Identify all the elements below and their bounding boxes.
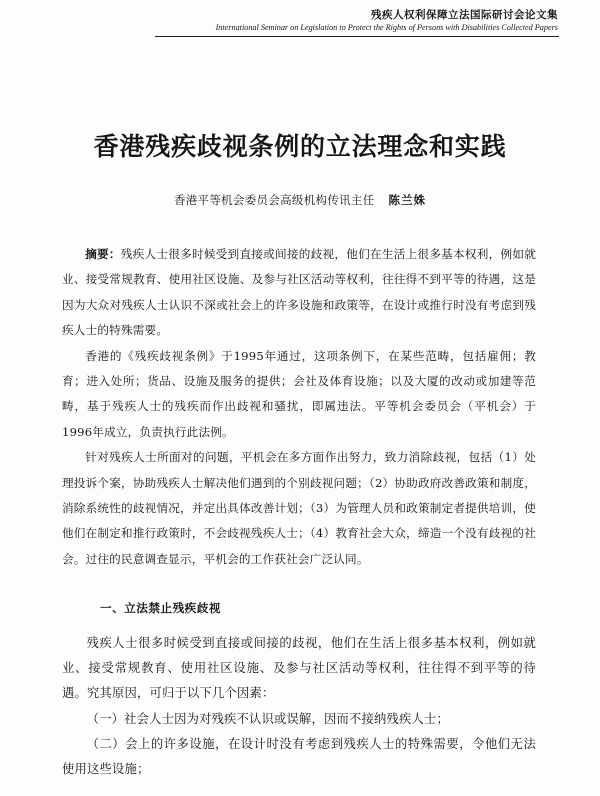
- author-name: 陈兰姝: [388, 193, 427, 207]
- author-byline: [0, 192, 600, 208]
- running-header-chinese: 残疾人权利保障立法国际研讨会论文集: [371, 9, 558, 21]
- abstract-paragraph: 针对残疾人士所面对的问题，平机会在多方面作出努力，致力消除歧视，包括（1）处理投诉个案，协助残疾人士解决他们遇到的个别歧视问题；（2）协助政府改善政策和制度，消除系统性的歧视情况，并定出具体改善计划；（3）为管理人员和政策制定者提供培训，使他们在制定和推行政策时，不会歧视残疾人士；（4）教育社会大众，缔造一个没有歧视的社会。过往的民意调查显示，平机会的工作获社会广泛认同。: [62, 450, 536, 566]
- abstract-paragraph: 香港的《残疾歧视条例》于1995年通过，这项条例下，在某些范畴，包括雇佣；教育；进入处所；货品、设施及服务的提供；会社及体育设施；以及大厦的改动或加建等范畴，基于残疾人士的残疾而作出歧视和骚扰，即属违法。平等机会委员会（平机会）于1996年成立，负责执行此法例。: [62, 348, 536, 439]
- list-item: （二）会上的许多设施，在设计时没有考虑到残疾人士的特殊需要，令他们无法使用这些设施；: [62, 736, 536, 777]
- header-divider: [155, 36, 559, 37]
- article-title: 香港残疾歧视条例的立法理念和实践: [93, 132, 507, 161]
- section-body: [62, 631, 536, 782]
- abstract-text: 残疾人士很多时候受到直接或间接的歧视，他们在生活上很多基本权利，例如就业、接受常规教育、使用社区设施、及参与社区活动等权利，往往得不到平等的待遇，这是因为大众对残疾人士认识不深或社会上的许多设施和政策等，在设计或推行时没有考虑到残疾人士的特殊需要。: [62, 247, 536, 338]
- author-affiliation: 香港平等机会委员会高级机构传讯主任: [173, 193, 375, 207]
- running-header-english: International Seminar on Legislation to Protect the Rights of Persons with Disabilities Collected Papers: [215, 23, 558, 32]
- section-heading: 一、立法禁止残疾歧视: [100, 601, 221, 615]
- body-paragraph: 残疾人士很多时候受到直接或间接的歧视，他们在生活上很多基本权利，例如就业、接受常规教育、使用社区设施、及参与社区活动等权利，往往得不到平等的待遇。究其原因，可归于以下几个因素：: [62, 636, 536, 701]
- running-header: [138, 8, 558, 33]
- list-item: （一）社会人士因为对残疾不认识或误解，因而不接纳残疾人士；: [86, 711, 450, 726]
- abstract-paragraph: [62, 242, 536, 344]
- abstract-section: [62, 242, 536, 572]
- abstract-label: 摘要：: [85, 247, 121, 261]
